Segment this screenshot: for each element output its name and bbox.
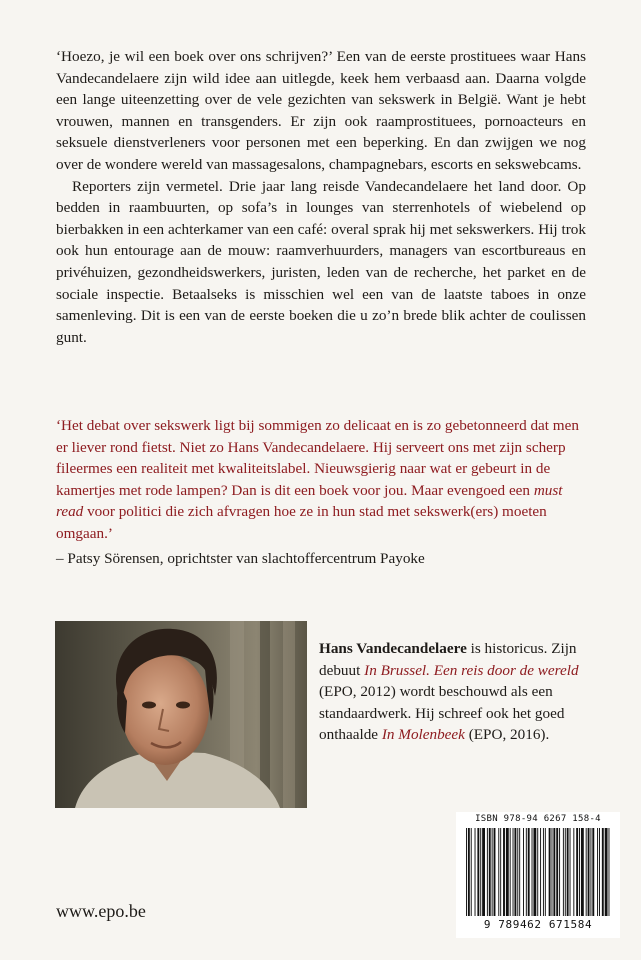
- barcode-bar: [477, 828, 479, 916]
- barcode-bar: [514, 828, 516, 916]
- barcode-bar: [533, 828, 536, 916]
- barcode-bar: [581, 828, 584, 916]
- barcode-bar: [588, 828, 590, 916]
- barcode-bar: [556, 828, 558, 916]
- barcode-bar: [563, 828, 564, 916]
- endorsement-quote: [56, 415, 586, 544]
- barcode-bar: [500, 828, 501, 916]
- quote-text-2: voor politici die zich afvragen hoe ze in hun stad met sekswerk(ers) moeten omgaan.’: [56, 503, 547, 542]
- bio-text-2: (EPO, 2012) wordt beschouwd als een standaardwerk. Hij schreef ook het goed onthaalde: [319, 683, 565, 744]
- barcode-bar: [597, 828, 598, 916]
- barcode-bar: [545, 828, 546, 916]
- barcode-bar: [489, 828, 491, 916]
- barcode-bar: [528, 828, 530, 916]
- publisher-website: www.epo.be: [56, 901, 146, 921]
- barcode-bar: [492, 828, 493, 916]
- barcode-bar: [576, 828, 578, 916]
- barcode-bar: [579, 828, 580, 916]
- barcode-bar: [552, 828, 553, 916]
- barcode-bar: [605, 828, 608, 916]
- back-cover-blurb: [56, 46, 586, 348]
- quote-italic: must read: [56, 481, 563, 520]
- barcode-bar: [468, 828, 470, 916]
- barcode-bar: [570, 828, 571, 916]
- author-photo: [55, 621, 307, 808]
- barcode-bar: [503, 828, 505, 916]
- blurb-paragraph-2: Reporters zijn vermetel. Drie jaar lang reisde Vandecandelaere het land door. Op bedden in raambuurten, op sofa’s in lounges van sterrenhotels of wiebelend op bierbakken in een achterkamer van een café: overal sprak hij met sekswerkers. Hij trok ook hun entourage aan de mouw: raamverhuurders, managers van escortbureaus en privéhuizen, gezondheidswerkers, juristen, leden van de recherche, het parket en de sociale inspectie. Betaalseks is misschien wel een van de laatste taboes in onze samenleving. Dit is een van de eerste boeken die u zo’n brede blik achter de coulissen gunt.: [56, 177, 586, 346]
- barcode-bar: [602, 828, 604, 916]
- barcode-bar: [573, 828, 574, 916]
- barcode-bar: [513, 828, 514, 916]
- barcode-bar: [487, 828, 488, 916]
- barcode-bar: [540, 828, 541, 916]
- barcode-bar: [519, 828, 520, 916]
- barcode-bar: [510, 828, 511, 916]
- barcode-bar: [553, 828, 555, 916]
- book-title-2: In Molenbeek: [381, 726, 465, 744]
- author-name: Hans Vandecandelaere: [319, 640, 467, 657]
- isbn-barcode: [456, 812, 620, 938]
- barcode-bars: [464, 828, 612, 918]
- barcode-bar: [559, 828, 560, 916]
- quote-text-1: ‘Het debat over sekswerk ligt bij sommigen zo delicaat en is zo gebetonneerd dat men er liever rond fietst. Niet zo Hans Vandecandelaere. Hij serveert ons met zijn scherp fileermes een realiteit met kwaliteitslabel. Nieuwsgierig naar wat er gebeurt in de kamertjes met rode lampen? Dan is dit een boek voor jou. Maar evengoed een: [56, 417, 579, 499]
- author-bio: [319, 638, 587, 746]
- barcode-bar: [599, 828, 600, 916]
- barcode-bar: [471, 828, 472, 916]
- barcode-bar: [498, 828, 499, 916]
- barcode-bar: [543, 828, 544, 916]
- barcode-bar: [475, 828, 476, 916]
- barcode-bar: [526, 828, 527, 916]
- barcode-bar: [592, 828, 594, 916]
- barcode-bar: [480, 828, 481, 916]
- book-title-1: In Brussel. Een reis door de wereld: [364, 661, 579, 679]
- barcode-bar: [494, 828, 496, 916]
- barcode-bar: [523, 828, 524, 916]
- barcode-bar: [567, 828, 569, 916]
- barcode-bar: [609, 828, 610, 916]
- quote-attribution: – Patsy Sörensen, oprichtster van slachtoffercentrum Payoke: [56, 550, 425, 567]
- barcode-bar: [506, 828, 509, 916]
- barcode-bar: [482, 828, 485, 916]
- barcode-bar: [590, 828, 591, 916]
- barcode-bar: [532, 828, 533, 916]
- barcode-bar: [466, 828, 467, 916]
- bio-text-1: is historicus. Zijn debuut: [319, 640, 577, 679]
- isbn-label: ISBN 978-94 6267 158-4: [475, 814, 601, 824]
- barcode-bar: [586, 828, 587, 916]
- isbn-digits: 9 789462 671584: [483, 918, 593, 931]
- blurb-paragraph-1: ‘Hoezo, je wil een boek over ons schrijven?’ Een van de eerste prostituees waar Hans Vandecandelaere zijn wild idee aan uitlegde, keek hem verbaasd aan. Daarna volgde een lange uiteenzetting over de vele gezichten van sekswerk in België. Want je hebt vrouwen, mannen en transgenders. Er zijn ook raamprostituees, pornoacteurs en seksuele dienstverleners voor personen met een beperking. En dan zwijgen we nog over de wondere wereld van massagesalons, champagnebars, escorts en sekswebcams.: [56, 48, 586, 173]
- bio-text-3: (EPO, 2016).: [464, 726, 550, 744]
- barcode-bar: [565, 828, 566, 916]
- barcode-bar: [517, 828, 518, 916]
- barcode-bar: [549, 828, 551, 916]
- barcode-bar: [537, 828, 538, 916]
